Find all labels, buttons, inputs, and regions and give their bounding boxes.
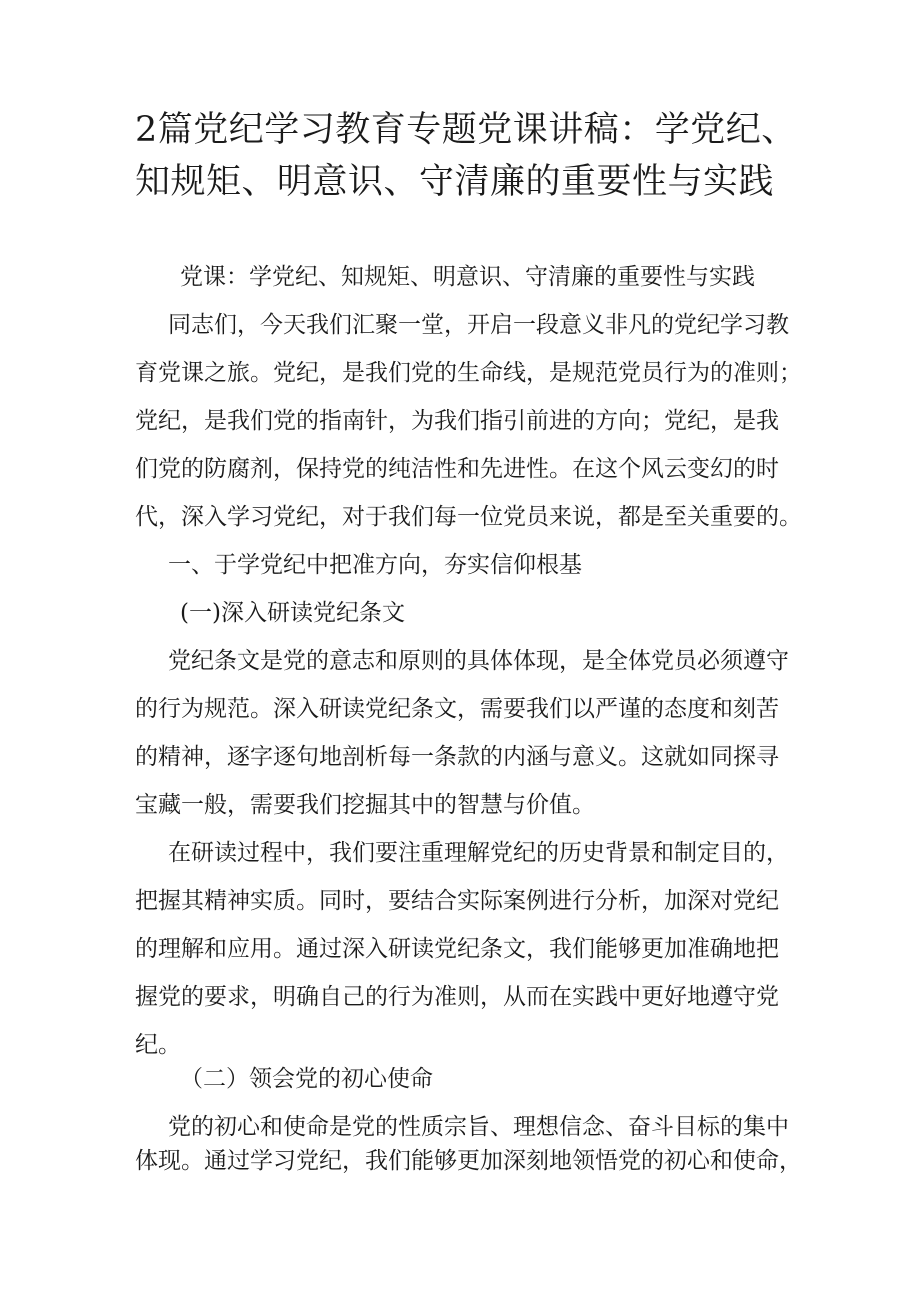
paragraph-line: 在研读过程中，我们要注重理解党纪的历史背景和制定目的，: [168, 840, 789, 866]
intro-line: 们党的防腐剂，保持党的纯洁性和先进性。在这个风云变幻的时: [135, 456, 779, 482]
intro-line: 党纪，是我们党的指南针，为我们指引前进的方向；党纪，是我: [135, 408, 779, 434]
title-line: 知规矩、明意识、守清廉的重要性与实践: [135, 162, 775, 202]
paragraph-line: 体现。通过学习党纪，我们能够更加深刻地领悟党的初心和使命，: [135, 1148, 802, 1174]
document-title: [135, 104, 835, 208]
paragraph-line: 握党的要求，明确自己的行为准则，从而在实践中更好地遵守党: [135, 984, 779, 1010]
paragraph-line: 党的初心和使命是党的性质宗旨、理想信念、奋斗目标的集中: [168, 1114, 789, 1140]
paragraph-line: 党纪条文是党的意志和原则的具体体现，是全体党员必须遵守: [168, 648, 789, 674]
title-line: 2篇党纪学习教育专题党课讲稿：学党纪、: [135, 110, 797, 150]
paragraph-line: 的精神，逐字逐句地剖析每一条款的内涵与意义。这就如同探寻: [135, 744, 779, 770]
section-heading: 一、于学党纪中把准方向，夯实信仰根基: [168, 552, 582, 578]
intro-line: 育党课之旅。党纪，是我们党的生命线，是规范党员行为的准则；: [135, 360, 802, 386]
paragraph-line: 把握其精神实质。同时，要结合实际案例进行分析，加深对党纪: [135, 888, 779, 914]
paragraph-line: 的理解和应用。通过深入研读党纪条文，我们能够更加准确地把: [135, 936, 779, 962]
subsection-heading: (一)深入研读党纪条文: [180, 600, 405, 626]
intro-line: 同志们，今天我们汇聚一堂，开启一段意义非凡的党纪学习教: [168, 312, 789, 338]
paragraph-line: 纪。: [135, 1032, 181, 1058]
subsection-heading: （二）领会党的初心使命: [180, 1066, 433, 1092]
intro-line: 代，深入学习党纪，对于我们每一位党员来说，都是至关重要的。: [135, 504, 802, 530]
paragraph-line: 的行为规范。深入研读党纪条文，需要我们以严谨的态度和刻苦: [135, 696, 779, 722]
paragraph-line: 宝藏一般，需要我们挖掘其中的智慧与价值。: [135, 792, 595, 818]
subtitle: 党课：学党纪、知规矩、明意识、守清廉的重要性与实践: [180, 264, 755, 290]
